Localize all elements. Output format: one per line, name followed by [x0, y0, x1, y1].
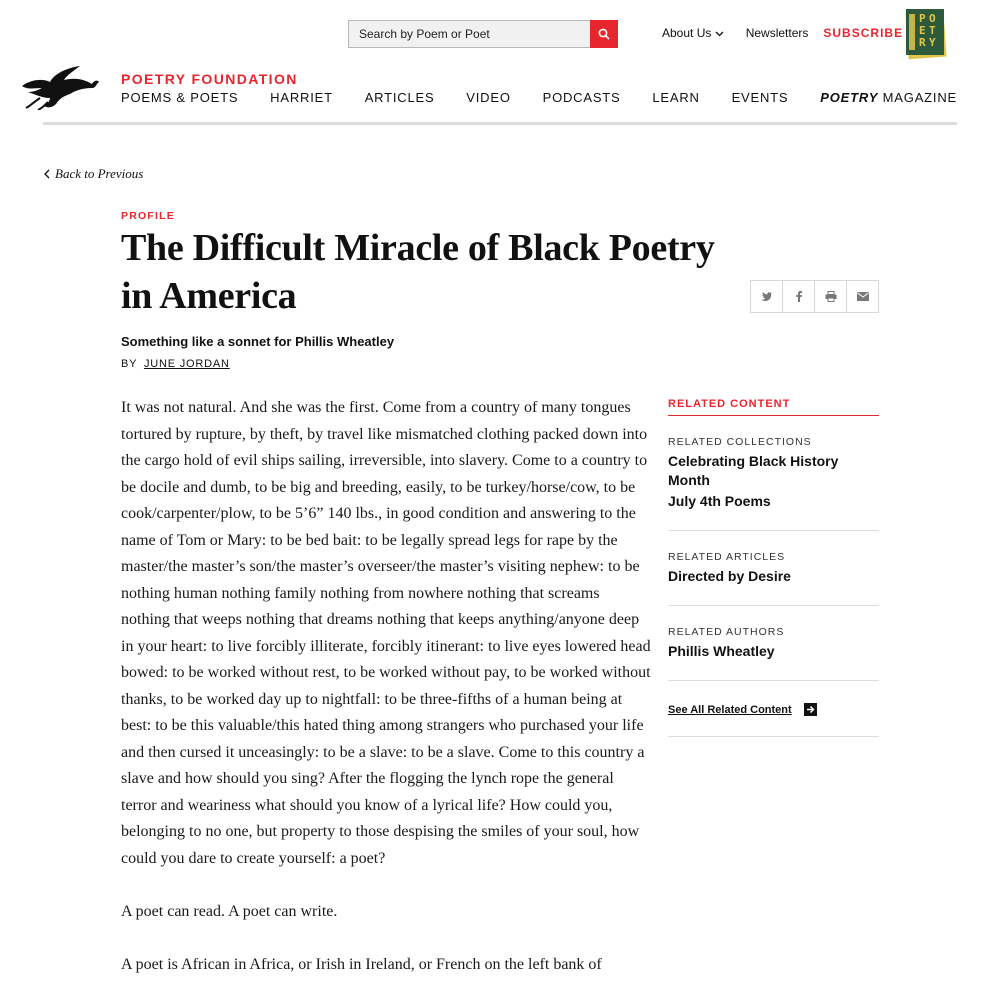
chevron-left-icon [44, 169, 50, 179]
twitter-icon [761, 292, 772, 301]
search-input[interactable] [348, 20, 590, 48]
related-collections-label: RELATED COLLECTIONS [668, 436, 812, 448]
nav-events[interactable]: EVENTS [731, 90, 789, 105]
svg-text:P: P [919, 12, 926, 25]
related-authors-label: RELATED AUTHORS [668, 626, 785, 638]
arrow-right-icon [804, 703, 817, 716]
newsletters-link[interactable]: Newsletters [745, 26, 809, 40]
search-bar [348, 20, 618, 48]
search-icon [598, 28, 610, 40]
article-kicker: PROFILE [121, 210, 175, 222]
share-facebook-button[interactable] [783, 281, 815, 312]
nav-learn[interactable]: LEARN [652, 90, 700, 105]
related-author-link[interactable]: Phillis Wheatley [668, 643, 775, 659]
svg-text:E: E [919, 24, 926, 37]
search-button[interactable] [590, 20, 618, 48]
related-article-link[interactable]: Directed by Desire [668, 568, 791, 584]
subscribe-link[interactable]: SUBSCRIBE [823, 26, 904, 40]
author-link[interactable]: JUNE JORDAN [143, 358, 230, 370]
svg-text:O: O [929, 12, 936, 25]
body-paragraph: A poet can read. A poet can write. [121, 902, 338, 920]
nav-video[interactable]: VIDEO [466, 90, 511, 105]
related-articles-section [668, 531, 879, 606]
back-label: Back to Previous [55, 166, 144, 181]
nav-poetry-magazine[interactable] [820, 90, 957, 105]
see-all-label: See All Related Content [668, 703, 792, 716]
email-button[interactable] [847, 281, 878, 312]
svg-text:T: T [929, 24, 936, 37]
about-us-label: About Us [662, 26, 712, 40]
share-tools [750, 280, 879, 313]
related-authors-section [668, 606, 879, 681]
utility-links [662, 26, 903, 40]
svg-text:Y: Y [929, 36, 936, 49]
email-icon [857, 292, 869, 301]
share-twitter-button[interactable] [751, 281, 783, 312]
related-collection-link[interactable]: July 4th Poems [668, 493, 771, 509]
back-to-previous-link[interactable] [44, 166, 143, 182]
related-collection-link[interactable]: Celebrating Black History Month [668, 453, 839, 488]
article-body [121, 395, 651, 1000]
related-collections-section [668, 416, 879, 531]
body-paragraph: It was not natural. And she was the first. Come from a country of many tongues tortured by rupture, by theft, by travel like mismatched clothing packed down into the cargo hold of evil ships sailing, irreversible, into slavery. Come to a country to be docile and dumb, to be big and breeding, easily, to be turkey/horse/cow, to be cook/carpenter/plow, to be 5’6” 140 lbs., in good condition and answering to the name of Tom or Mary: to be bed bait: to be legally spread legs for rape by the master/the master’s son/the master’s overseer/the master’s visiting nephew: to be nothing human nothing family nothing from nowhere nothing that screams nothing that weeps nothing that dreams nothing that keeps anything/anyone deep in your heart: to live forcibly illiterate, forcibly itinerant: to live eyes lowered head bowed: to be worked without rest, to be worked without pay, to be worked without thanks, to be worked day up to nightfall: to be three-fifths of a human being at best: to be this valuable/this hated thing among strangers who purchased your life and then cursed it unceasingly: to be a slave: to be a slave. Come to this country a slave and how should you sing? After the flogging the lynch rope the general terror and weariness what should you know of a lyrical life? How could you, belonging to no one, but property to those despising the smiles of your soul, how could you dare to create yourself: a poet? [121, 399, 651, 867]
article-subtitle: Something like a sonnet for Phillis Wheatley [121, 334, 395, 349]
related-articles-label: RELATED ARTICLES [668, 551, 786, 563]
nav-divider [43, 122, 957, 125]
pegasus-logo-icon[interactable] [20, 64, 100, 110]
byline-prefix: BY [121, 358, 138, 370]
facebook-icon [796, 291, 802, 302]
main-nav [121, 90, 957, 105]
nav-poems-poets[interactable]: POEMS & POETS [121, 90, 239, 105]
article-title: The Difficult Miracle of Black Poetry in America [121, 227, 715, 317]
nav-articles[interactable]: ARTICLES [364, 90, 435, 105]
nav-harriet[interactable]: HARRIET [270, 90, 333, 105]
related-content-heading: RELATED CONTENT [668, 398, 879, 416]
about-us-menu[interactable] [662, 26, 724, 40]
see-all-related-link[interactable] [668, 681, 879, 737]
chevron-down-icon [715, 31, 724, 37]
related-content-sidebar [668, 398, 879, 737]
nav-magazine-rest: MAGAZINE [878, 90, 957, 105]
svg-text:R: R [919, 36, 926, 49]
nav-podcasts[interactable]: PODCASTS [542, 90, 621, 105]
print-icon [825, 291, 837, 302]
brand-name[interactable]: POETRY FOUNDATION [121, 71, 298, 87]
poetry-magazine-logo[interactable] [903, 8, 947, 60]
body-paragraph: A poet is African in Africa, or Irish in Ireland, or French on the left bank of [121, 955, 602, 973]
byline [121, 358, 230, 370]
nav-magazine-emphasis: POETRY [820, 90, 879, 105]
print-button[interactable] [815, 281, 847, 312]
